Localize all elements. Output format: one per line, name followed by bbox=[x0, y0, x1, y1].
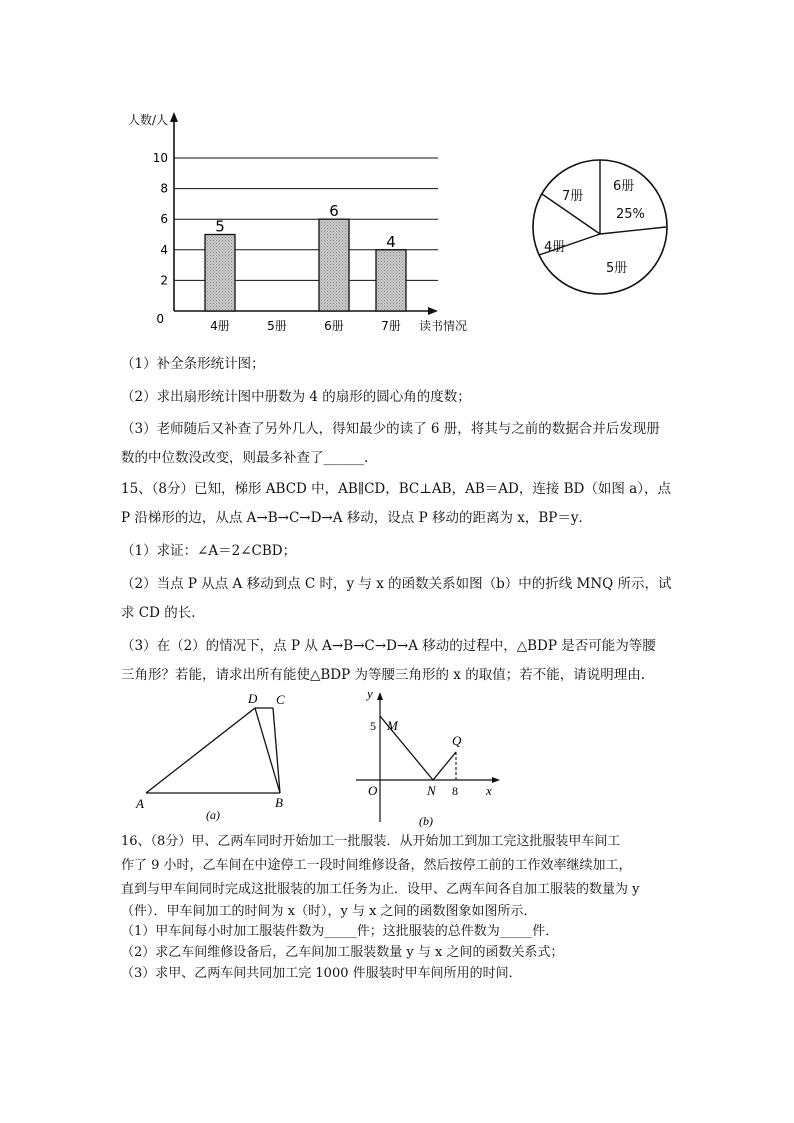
x-tick-label: 6册 bbox=[324, 319, 344, 333]
figure-b-graph bbox=[350, 686, 510, 830]
label-m: M bbox=[387, 718, 398, 733]
x-axis-label: 读书情况 bbox=[419, 319, 468, 333]
bar bbox=[205, 235, 235, 312]
x-axis-arrow bbox=[428, 307, 438, 315]
pie-chart bbox=[530, 146, 676, 316]
bars bbox=[205, 202, 406, 311]
x-tick-label: 7册 bbox=[381, 319, 401, 333]
bar bbox=[319, 219, 349, 311]
pie-slice-label: 4册 bbox=[544, 240, 566, 255]
q14-part3-line1: （3）老师随后又补查了另外几人，得知最少的读了 6 册，将其与之前的数据合并后发现册 bbox=[121, 421, 660, 437]
bar-value-label: 4 bbox=[386, 232, 396, 251]
bar-chart bbox=[120, 108, 480, 336]
bar bbox=[376, 250, 406, 311]
label-5: 5 bbox=[370, 719, 376, 733]
caption-b: (b) bbox=[419, 814, 433, 828]
label-d: D bbox=[248, 691, 258, 706]
figure-a-trapezoid bbox=[132, 688, 312, 828]
q16-line1: 16、（8分）甲、乙两车同时开始加工一批服装．从开始加工到加工完这批服装甲车间工 bbox=[121, 834, 621, 849]
bar-value-label: 6 bbox=[329, 202, 339, 221]
q16-line4: （件）．甲车间加工的时间为 x（时），y 与 x 之间的函数图象如图所示． bbox=[121, 904, 537, 919]
q14-part3-line2: 数的中位数没改变，则最多补查了______. bbox=[121, 450, 369, 466]
x-tick-label: 5册 bbox=[267, 319, 287, 333]
q16-line3: 直到与甲车间同时完成这批服装的加工任务为止．设甲、乙两车间各自加工服装的数量为 y bbox=[121, 882, 640, 897]
label-a: A bbox=[136, 796, 144, 811]
y-axis-label: 人数/人 bbox=[128, 113, 169, 127]
q15-line3: （1）求证：∠A＝2∠CBD； bbox=[121, 543, 297, 559]
y-tick-label: 0 bbox=[156, 312, 164, 326]
pie-slice-label: 7册 bbox=[562, 189, 584, 204]
q16-line5: （1）甲车间每小时加工服装件数为_____件；这批服装的总件数为_____件． bbox=[121, 924, 559, 939]
pie-slice-label: 6册 bbox=[613, 179, 635, 194]
label-x: x bbox=[486, 783, 492, 798]
q15-line2: P 沿梯形的边，从点 A→B→C→D→A 移动，设点 P 移动的距离为 x，BP＝y． bbox=[121, 510, 592, 526]
y-tick-label: 6 bbox=[160, 212, 168, 227]
y-tick-label: 10 bbox=[152, 151, 168, 165]
q15-line5: 求 CD 的长. bbox=[121, 605, 196, 621]
label-y: y bbox=[367, 686, 373, 701]
q16-line6: （2）求乙车间维修设备后，乙车间加工服装数量 y 与 x 之间的函数关系式； bbox=[121, 945, 564, 960]
y-tick-label: 8 bbox=[160, 181, 168, 196]
label-n: N bbox=[427, 783, 436, 798]
side-ad bbox=[146, 708, 255, 793]
q16-line2: 作了 9 小时，乙车间在中途停工一段时间维修设备，然后按停工前的工作效率继续加工， bbox=[121, 858, 632, 873]
pie-slice-label: 5册 bbox=[606, 261, 628, 276]
x-tick-labels bbox=[210, 319, 401, 333]
caption-a: (a) bbox=[206, 808, 220, 822]
axis-x-arrow bbox=[492, 777, 500, 783]
q16-line7: （3）求甲、乙两车间共同加工完 1000 件服装时甲车间所用的时间． bbox=[121, 966, 522, 981]
x-tick-label: 4册 bbox=[210, 319, 230, 333]
q15-line1: 15、（8分）已知，梯形 ABCD 中，AB∥CD，BC⊥AB，AB＝AD，连接 BD（如图 a），点 bbox=[121, 481, 671, 497]
y-tick-labels bbox=[153, 151, 168, 326]
bar-value-label: 5 bbox=[215, 217, 225, 236]
label-o: O bbox=[368, 783, 378, 798]
q15-line6: （3）在（2）的情况下，点 P 从 A→B→C→D→A 移动的过程中，△BDP 是否可能为等腰 bbox=[121, 638, 656, 654]
pie-slice-label: 25% bbox=[616, 207, 645, 222]
label-b: B bbox=[275, 795, 283, 810]
q15-line7: 三角形？若能，请求出所有能使△BDP 为等腰三角形的 x 的取值；若不能，请说明理由. bbox=[121, 667, 645, 683]
label-c: C bbox=[276, 692, 285, 707]
y-axis-arrow bbox=[170, 112, 178, 122]
q14-part1: （1）补全条形统计图； bbox=[121, 356, 265, 372]
y-tick-label: 2 bbox=[160, 273, 168, 288]
q15-line4: （2）当点 P 从点 A 移动到点 C 时，y 与 x 的函数关系如图（b）中的折线 MNQ 所示，试 bbox=[121, 576, 672, 592]
label-8: 8 bbox=[452, 784, 458, 798]
axis-y-arrow bbox=[377, 692, 383, 700]
y-tick-label: 4 bbox=[160, 242, 168, 257]
q14-part2: （2）求出扇形统计图中册数为 4 的扇形的圆心角的度数； bbox=[121, 389, 471, 405]
label-q: Q bbox=[452, 733, 462, 748]
